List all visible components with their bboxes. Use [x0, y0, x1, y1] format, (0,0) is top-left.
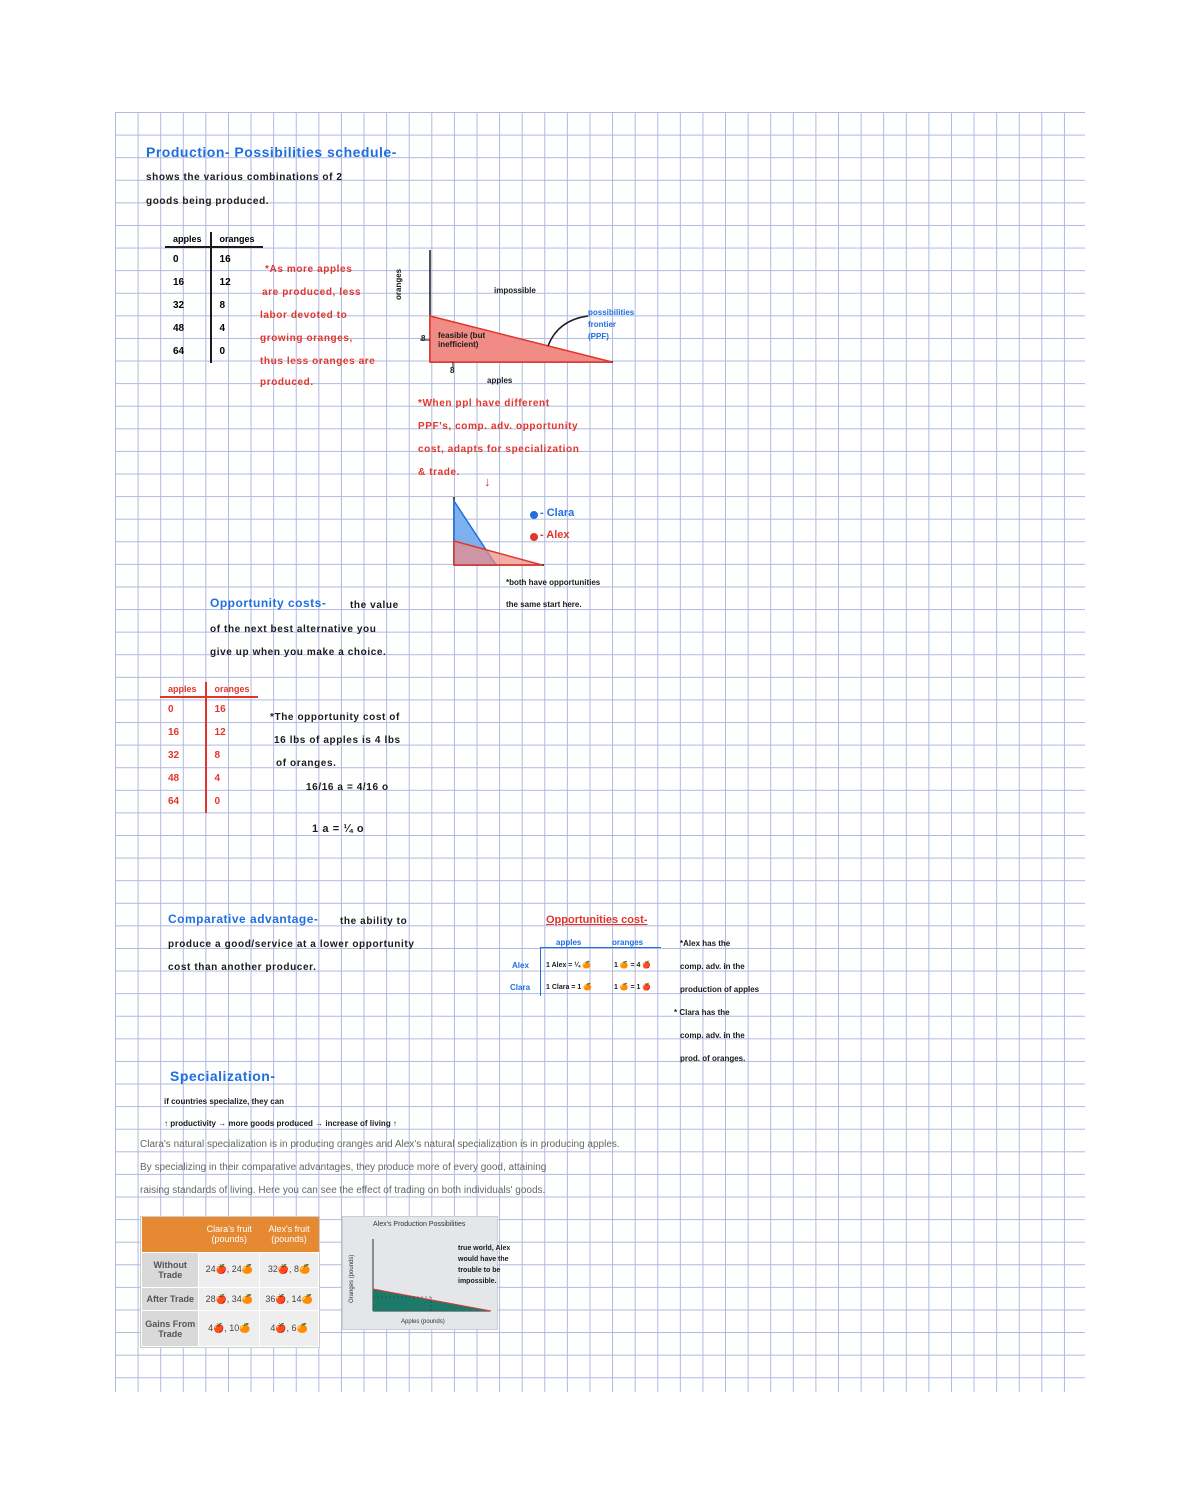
frontier-label: frontier: [588, 320, 616, 329]
opp-cell: 0: [214, 796, 221, 807]
graph2-note-line: the same start here.: [506, 600, 582, 609]
ppf-desc-1: shows the various combinations of 2: [146, 172, 343, 183]
ppf-table-header: apples: [165, 232, 211, 247]
down-arrow: ↓: [484, 474, 492, 489]
specialization-body-2: By specializing in their comparative advantages, they produce more of every good, attaining: [140, 1162, 547, 1173]
specialization-line-1: if countries specialize, they can: [164, 1097, 285, 1106]
alex-chart-note-line: impossible.: [458, 1278, 497, 1285]
trade-cell: 36🍎, 14🍊: [260, 1288, 319, 1311]
opp-cost-cell: 1 🍊 = 4 🍎: [614, 962, 652, 969]
comparative-note-line: prod. of oranges.: [680, 1054, 746, 1063]
ppf-cell: 4: [219, 323, 226, 334]
graph1-note-line: *When ppl have different: [418, 398, 550, 409]
comparative-desc-3: cost than another producer.: [168, 962, 317, 973]
graph1-note-line: cost, adapts for specialization: [418, 444, 580, 455]
opp-cost-row-name: Alex: [512, 961, 529, 970]
opp-cell: 32: [160, 744, 206, 767]
graph1-ylabel: oranges: [394, 268, 403, 300]
comparative-title: Comparative advantage-: [168, 912, 319, 926]
opp-cell: 12: [214, 727, 226, 738]
alex-ppf: [454, 541, 542, 565]
opportunity-desc-2: of the next best alternative you: [210, 624, 377, 635]
opportunity-table: [160, 682, 258, 813]
opp-cost-col-header: apples: [556, 938, 582, 947]
ppf-cell: 48: [165, 317, 211, 340]
opp-cell: 16: [214, 704, 226, 715]
ppf-cell: 0: [165, 247, 211, 271]
graph1-tick-y: 8: [421, 334, 426, 343]
ppf-cell: 16: [165, 271, 211, 294]
opportunity-desc-1: the value: [350, 600, 399, 611]
ppf-note-line: produced.: [260, 377, 314, 388]
specialization-body-1: Clara's natural specialization is in producing oranges and Alex's natural specialization is in producing apples.: [140, 1139, 620, 1150]
ppf-desc-2: goods being produced.: [146, 196, 270, 207]
frontier-label: (PPF): [588, 332, 609, 341]
comparative-note-line: comp. adv. in the: [680, 1031, 745, 1040]
graph2-note-line: *both have opportunities: [506, 578, 601, 587]
specialization-title: Specialization-: [170, 1068, 276, 1084]
ppf-note-line: are produced, less: [262, 287, 362, 298]
ppf-cell: 64: [165, 340, 211, 363]
opp-cost-col-header: oranges: [612, 938, 644, 947]
opp-cost-cell: 1 Alex = ¼ 🍊: [546, 962, 591, 969]
trade-row-label: Gains From Trade: [142, 1311, 199, 1347]
trade-cell: 4🍎, 10🍊: [199, 1311, 260, 1347]
ppf-cell: 32: [165, 294, 211, 317]
ppf-note-line: *As more apples: [265, 264, 353, 275]
trade-row-label: After Trade: [142, 1288, 199, 1311]
graph1-note-line: PPF's, comp. adv. opportunity: [418, 421, 579, 432]
ppf-cell: 12: [219, 277, 231, 288]
comparative-note-line: comp. adv. in the: [680, 962, 745, 971]
graph1-note-line: & trade.: [418, 467, 461, 478]
ppf-note-line: labor devoted to: [260, 310, 348, 321]
ppf-note-line: growing oranges,: [260, 333, 353, 344]
frontier-pointer: [548, 316, 588, 346]
opportunity-desc-3: give up when you make a choice.: [210, 647, 387, 658]
ppf-table: [165, 232, 263, 363]
trade-cell: 4🍎, 6🍊: [260, 1311, 319, 1347]
trade-table: [141, 1217, 319, 1347]
alex-chart-note-line: true world, Alex: [458, 1245, 511, 1252]
opp-cost-table-title: Opportunities cost-: [546, 914, 648, 926]
graph1-inefficient-label: feasible (but inefficient): [438, 331, 486, 349]
legend-dot-clara: [530, 511, 538, 519]
comparative-note-line: * Clara has the: [674, 1008, 730, 1017]
opp-formula-2: 1 a = ¼ o: [312, 823, 365, 835]
opp-table-header: oranges: [206, 682, 258, 697]
legend-clara: - Clara: [540, 507, 575, 519]
legend-dot-alex: [530, 533, 538, 541]
comparative-desc-1: the ability to: [340, 916, 408, 927]
legend-alex: - Alex: [540, 529, 570, 541]
opp-cost-cell: 1 🍊 = 1 🍎: [614, 984, 652, 991]
specialization-body-3: raising standards of living. Here you can see the effect of trading on both individuals' goods.: [140, 1185, 546, 1196]
opp-formula-1: 16/16 a = 4/16 o: [306, 782, 389, 793]
opp-note-line: *The opportunity cost of: [270, 712, 400, 723]
trade-table-header: Clara's fruit (pounds): [199, 1217, 260, 1252]
opp-cell: 64: [160, 790, 206, 813]
ppf-note-line: thus less oranges are: [260, 356, 376, 367]
specialization-line-2: ↑ productivity → more goods produced → increase of living ↑: [164, 1119, 397, 1128]
comparative-note-line: *Alex has the: [680, 939, 731, 948]
graph1-tick-x: 8: [450, 366, 455, 375]
ppf-cell: 0: [219, 346, 226, 357]
alex-chart-title: Alex's Production Possibilities: [373, 1221, 466, 1228]
opp-cell: 4: [214, 773, 221, 784]
graph1-xlabel: apples: [487, 376, 513, 385]
alex-chart-note-line: would have the: [458, 1256, 509, 1263]
opp-note-line: of oranges.: [276, 758, 337, 769]
opp-table-header: apples: [160, 682, 206, 697]
trade-cell: 28🍎, 34🍊: [199, 1288, 260, 1311]
trade-table-image: [140, 1216, 320, 1348]
frontier-label: possibilities: [588, 308, 635, 317]
trade-cell: 24🍎, 24🍊: [199, 1252, 260, 1288]
opp-cell: 48: [160, 767, 206, 790]
opp-cell: 8: [214, 750, 221, 761]
ppf-table-header: oranges: [211, 232, 263, 247]
opp-cost-row-name: Clara: [510, 983, 531, 992]
opp-cell: 0: [160, 697, 206, 721]
opp-note-line: 16 lbs of apples is 4 lbs: [274, 735, 401, 746]
ppf-cell: 8: [219, 300, 226, 311]
alex-chart-ylabel: Oranges (pounds): [349, 1254, 355, 1303]
trade-row-label: Without Trade: [142, 1252, 199, 1288]
trade-table-header: [142, 1217, 199, 1252]
ppf-cell: 16: [219, 254, 231, 265]
alex-chart-note-line: trouble to be: [458, 1267, 501, 1274]
opp-cell: 16: [160, 721, 206, 744]
opportunity-title: Opportunity costs-: [210, 596, 327, 610]
trade-cell: 32🍎, 8🍊: [260, 1252, 319, 1288]
ppf-title: Production- Possibilities schedule-: [146, 144, 397, 160]
graph1-impossible-label: impossible: [494, 286, 536, 295]
comparative-desc-2: produce a good/service at a lower opportunity: [168, 939, 415, 950]
opp-cost-cell: 1 Clara = 1 🍊: [546, 984, 592, 991]
comparative-note-line: production of apples: [680, 985, 760, 994]
trade-table-header: Alex's fruit (pounds): [260, 1217, 319, 1252]
alex-chart-xlabel: Apples (pounds): [401, 1319, 445, 1325]
